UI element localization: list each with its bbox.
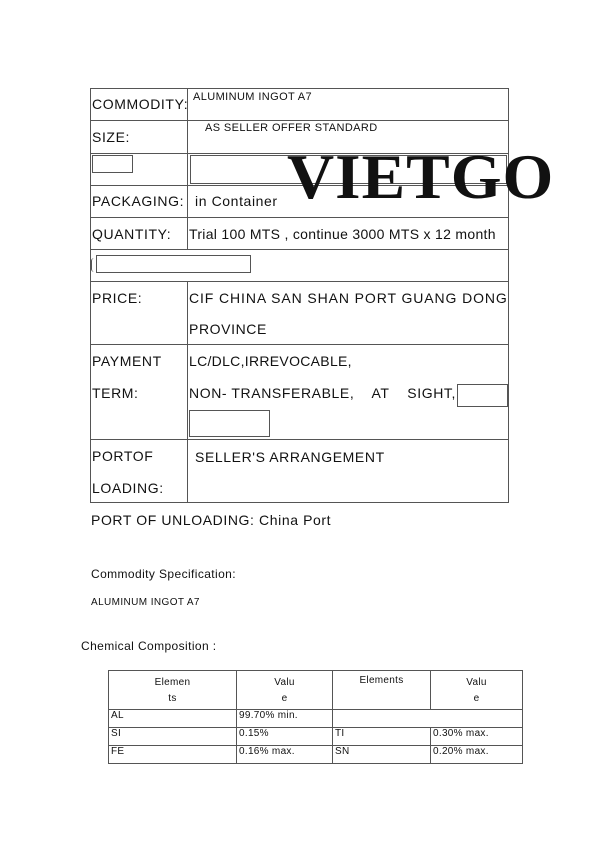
- table-row: [109, 728, 523, 746]
- table-cell: [333, 710, 431, 728]
- port-loading-value: SELLER'S ARRANGEMENT: [195, 449, 385, 465]
- payment-label-line1: PAYMENT: [92, 353, 162, 369]
- row-divider: [90, 120, 509, 121]
- port-loading-label-line2: LOADING:: [92, 480, 164, 496]
- redaction-box: [457, 384, 508, 407]
- price-value-line2: PROVINCE: [189, 321, 267, 337]
- table-cell: 0.30% max.: [431, 728, 523, 746]
- commodity-value: ALUMINUM INGOT A7: [193, 91, 313, 103]
- table-cell: 99.70% min.: [237, 710, 333, 728]
- commodity-spec-value: ALUMINUM INGOT A7: [91, 597, 200, 608]
- header-cell: Valu e: [237, 671, 333, 710]
- header-cell: Valu e: [431, 671, 523, 710]
- redaction-box: [96, 255, 251, 273]
- table-cell: SN: [333, 746, 431, 764]
- chemical-heading: Chemical Composition :: [81, 639, 217, 653]
- table-cell: [431, 710, 523, 728]
- row-divider: [90, 217, 509, 218]
- header-cell: Elemen ts: [109, 671, 237, 710]
- payment-value-line2: NON- TRANSFERABLE, AT SIGHT,: [189, 385, 457, 401]
- table-cell: 0.20% max.: [431, 746, 523, 764]
- packaging-value: in Container: [195, 193, 278, 209]
- quantity-value: Trial 100 MTS , continue 3000 MTS x 12 month: [189, 226, 496, 242]
- payment-label-line2: TERM:: [92, 385, 139, 401]
- table-row: [109, 710, 523, 728]
- redaction-box: [189, 410, 270, 437]
- redaction-box: [92, 155, 133, 173]
- table-cell: FE: [109, 746, 237, 764]
- price-label: PRICE:: [92, 290, 143, 306]
- column-divider: [187, 88, 188, 249]
- port-unloading: PORT OF UNLOADING: China Port: [91, 512, 332, 528]
- table-cell: 0.15%: [237, 728, 333, 746]
- row-divider: [90, 439, 509, 440]
- header-cell: Elements: [333, 671, 431, 710]
- commodity-spec-heading: Commodity Specification:: [91, 567, 236, 581]
- row-divider: [90, 249, 509, 250]
- commodity-label: COMMODITY:: [92, 96, 189, 112]
- port-loading-label-line1: PORTOF: [92, 448, 154, 464]
- row-divider: [90, 281, 509, 282]
- column-divider: [187, 281, 188, 503]
- vietgo-logo: VIETGO: [287, 141, 555, 212]
- table-header-row: [109, 671, 523, 710]
- table-row: [109, 746, 523, 764]
- table-cell: 0.16% max.: [237, 746, 333, 764]
- table-cell: TI: [333, 728, 431, 746]
- quantity-label: QUANTITY:: [92, 226, 172, 242]
- row-divider: [90, 344, 509, 345]
- payment-value-line1: LC/DLC,IRREVOCABLE,: [189, 353, 352, 369]
- table-cell: SI: [109, 728, 237, 746]
- packaging-label: PACKAGING:: [92, 193, 185, 209]
- size-value: AS SELLER OFFER STANDARD: [205, 122, 378, 134]
- table-cell: AL: [109, 710, 237, 728]
- size-label: SIZE:: [92, 129, 131, 145]
- price-value-line1: CIF CHINA SAN SHAN PORT GUANG DONG: [189, 290, 508, 306]
- chemical-composition-table: [108, 670, 523, 764]
